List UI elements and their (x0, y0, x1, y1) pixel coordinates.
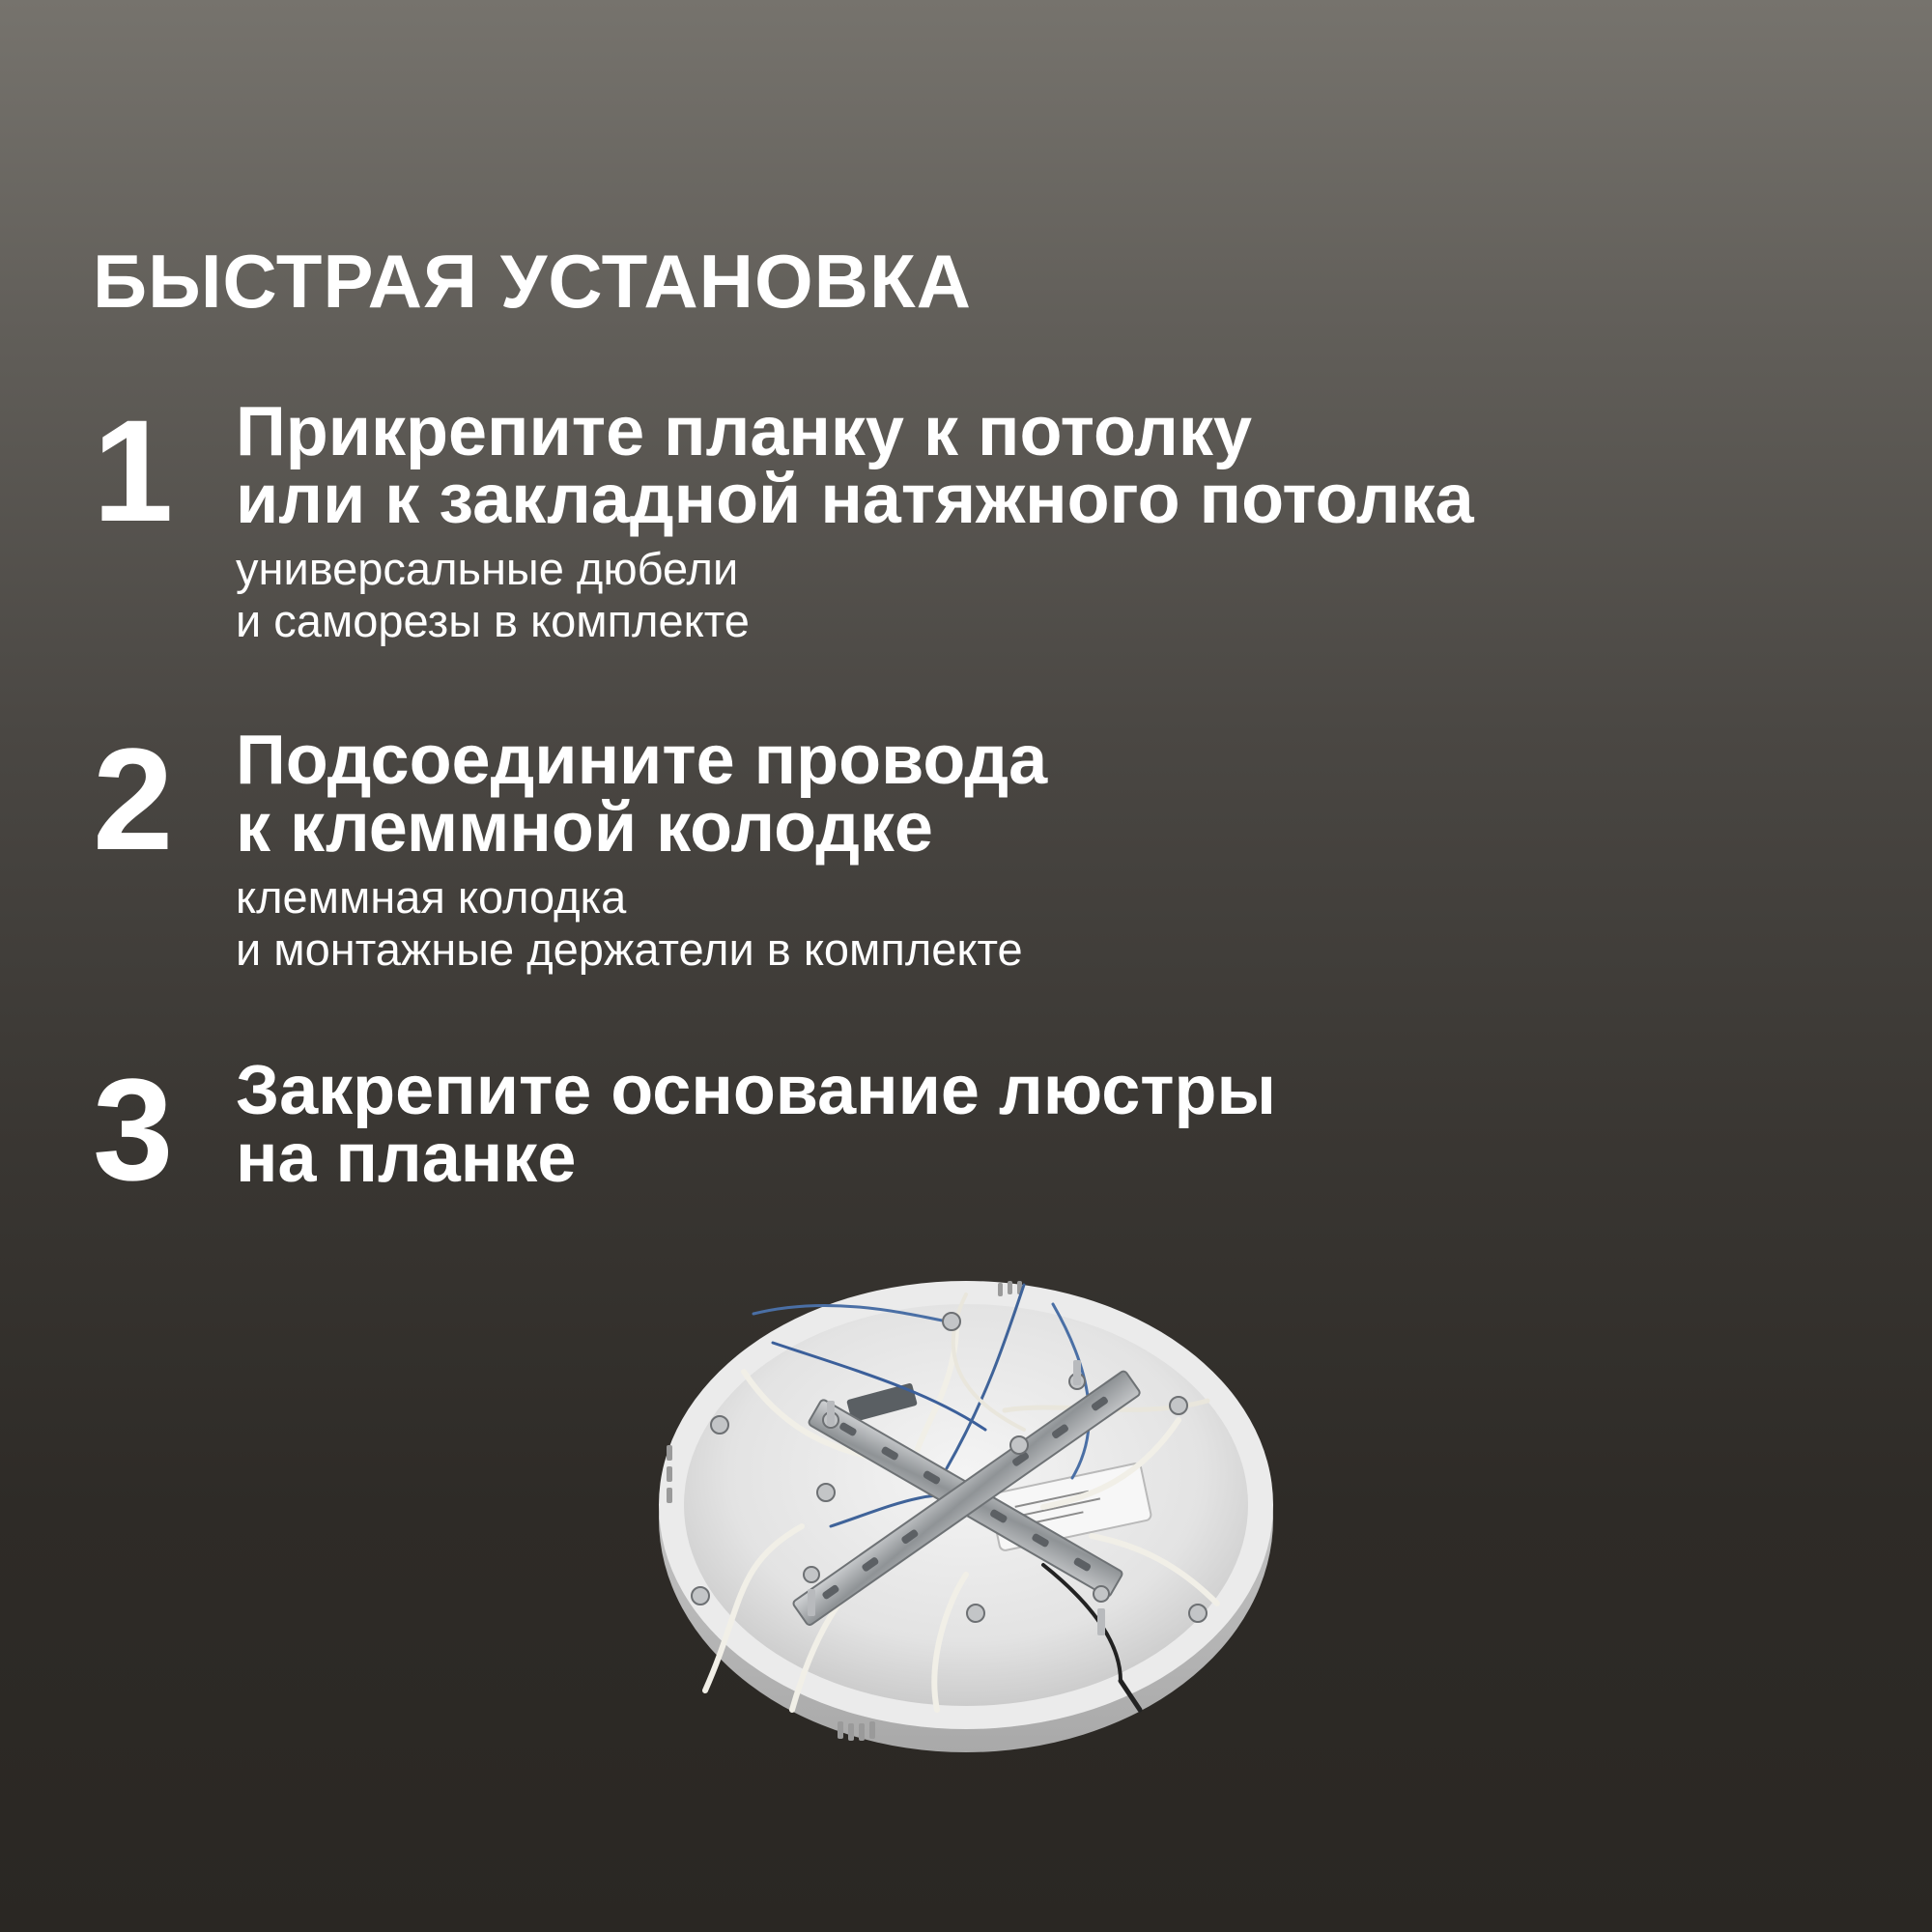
step-number: 1 (93, 389, 174, 552)
step-text (236, 722, 1878, 976)
page-title: БЫСТРАЯ УСТАНОВКА (93, 239, 972, 324)
step-subtext-line: и монтажные держатели в комплекте (236, 923, 1023, 975)
step-number: 3 (93, 1048, 174, 1210)
step-number: 2 (93, 718, 174, 880)
step-subtext-line: и саморезы в комплекте (236, 595, 750, 646)
step-heading-line: или к закладной натяжного потолка (236, 461, 1474, 538)
chandelier-base-image (638, 1256, 1294, 1758)
step-heading-line: к клеммной колодке (236, 789, 933, 867)
step-heading-line: на планке (236, 1120, 577, 1197)
step-subtext-line: универсальные дюбели (236, 543, 739, 594)
step-heading-line: Прикрепите планку к потолку (236, 393, 1252, 470)
step-text (236, 1052, 1878, 1197)
step-text (236, 393, 1878, 647)
step-subtext-line: клеммная колодка (236, 871, 627, 923)
step-heading-line: Закрепите основание люстры (236, 1052, 1277, 1129)
step-heading-line: Подсоедините провода (236, 722, 1048, 799)
